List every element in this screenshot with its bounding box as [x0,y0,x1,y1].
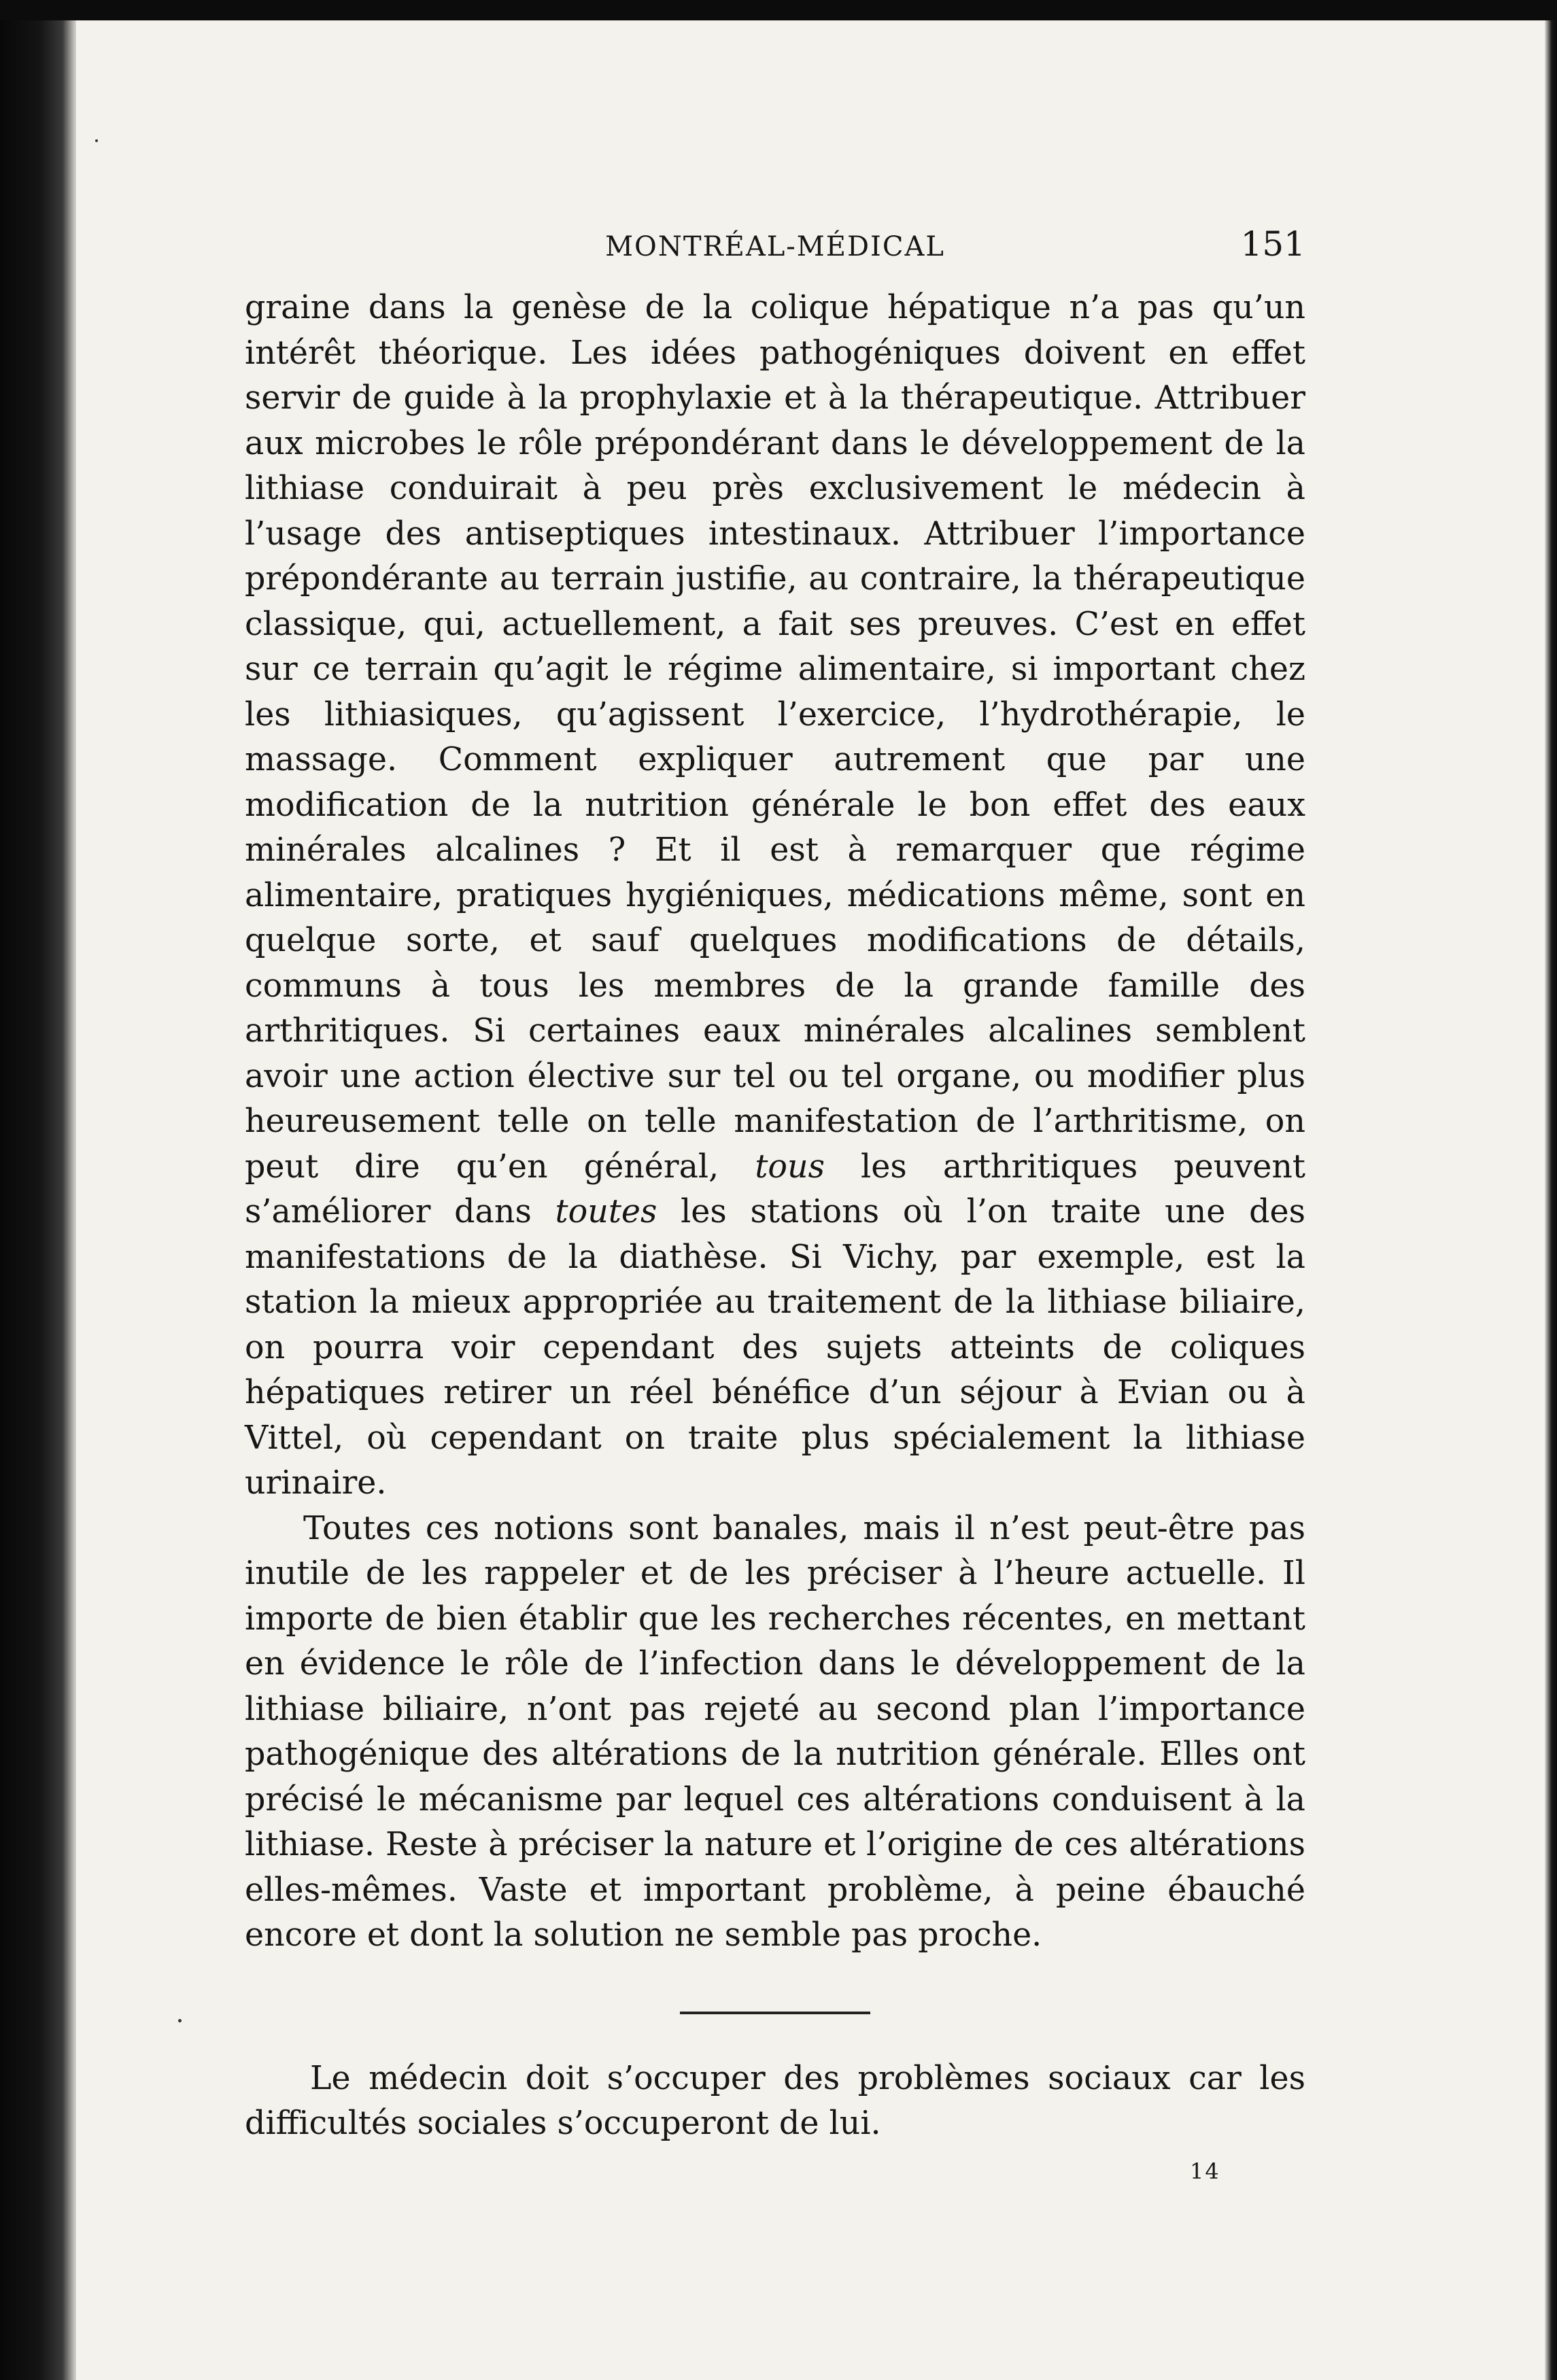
paragraph-2: Toutes ces notions sont banales, mais il n’est peut-être pas inutile de les rappeler et de les préciser à l’heure actuelle. Il importe de bien établir que les recherches récentes, en mettant en évidence le rôle de l’infection dans le développement de la lithiase biliaire, n’ont pas rejeté au second plan l’importance pathogénique des altérations de la nutrition générale. Elles ont précisé le mécanisme par lequel ces altérations conduisent à la lithiase. Reste à préciser la nature et l’origine de ces altérations elles-mêmes. Vaste et important problème, à peine ébauché encore et dont la solution ne semble pas proche. [245,1509,1305,1954]
paragraph-1-text: les stations où l’on traite une des manifestations de la diathèse. Si Vichy, par exemple, est la station la mieux appropriée au traitement de la lithiase biliaire, on pourra voir cependant des sujets atteints de coliques hépatiques retirer un réel bénéfice d’un séjour à Evian ou à Vittel, où cependant on traite plus spécialement la lithiase urinaire. [245,1193,1305,1502]
closing-quote [245,2056,1305,2147]
scan-speck [95,139,98,142]
page-number: 151 [1240,224,1305,264]
paragraph-1 [245,286,1305,1506]
paragraph-1-text: graine dans la genèse de la colique hépatique n’a pas qu’un intérêt théorique. Les idées pathogéniques doivent en effet servir de guide à la prophylaxie et à la thérapeutique. Attribuer aux microbes le rôle prépondérant dans le développement de la lithiase conduirait à peu près exclusivement le médecin à l’usage des antiseptiques intestinaux. Attribuer l’importance prépondérante au terrain justifie, au contraire, la thérapeutique classique, qui, actuellement, a fait ses preuves. C’est en effet sur ce terrain qu’agit le régime alimentaire, si important chez les lithiasiques, qu’agissent l’exercice, l’hydrothérapie, le massage. Comment expliquer autrement que par une modification de la nutrition générale le bon effet des eaux minérales alcalines ? Et il est à remarquer que régime alimentaire, pratiques hygiéniques, médications même, sont en quelque sorte, et sauf quelques modifications de détails, communs à tous les membres de la grande famille des arthritiques. Si certaines eaux minérales alcalines semblent avoir une action élective sur tel ou tel organe, ou modifier plus heureusement telle on telle manifestation de l’arthritisme, on peut dire qu’en général, [245,289,1305,1186]
emphasis-tous: tous [755,1148,825,1186]
quote-text: Le médecin doit s’occuper des problèmes sociaux car les difficultés sociales s’occuperont de lui. [245,2059,1305,2142]
emphasis-toutes: toutes [555,1193,657,1230]
scan-border-left [0,20,76,2380]
page [245,224,1305,2147]
signature-mark: 14 [1190,2158,1220,2184]
scan-border-right [1545,20,1557,2380]
section-rule [680,2012,870,2014]
scan-speck [178,2019,182,2022]
paragraph-1-text: les arthritiques peuvent s’améliorer dans [245,1148,1306,1230]
running-title: MONTRÉAL-MÉDICAL [605,231,945,262]
scan-border-top [0,0,1557,20]
body-text [245,286,1305,1959]
page-header [245,224,1305,286]
